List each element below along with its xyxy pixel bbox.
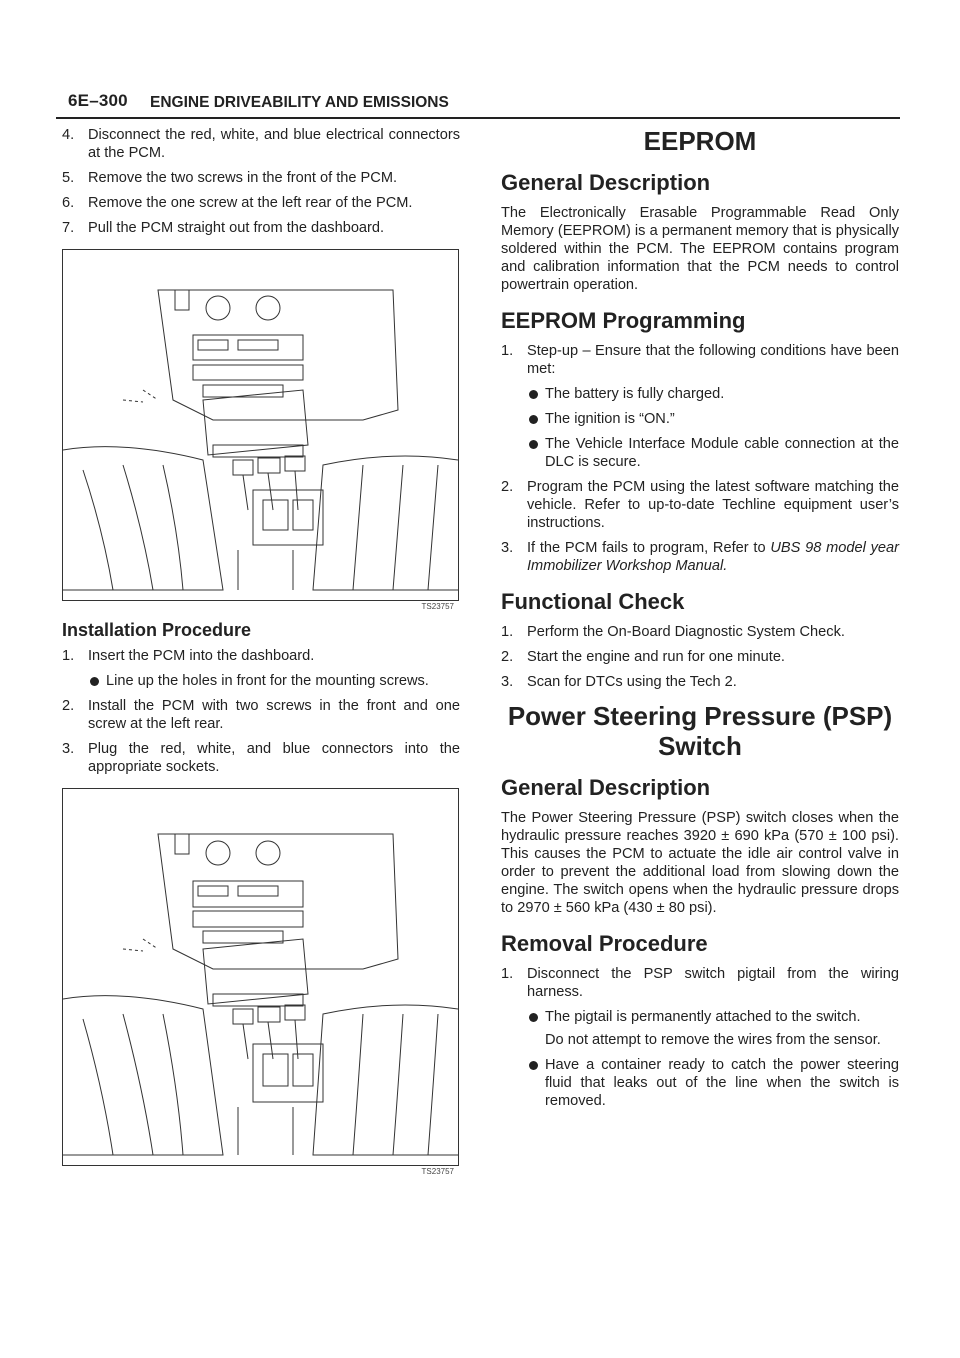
removal-procedure-heading: Removal Procedure [501,931,708,956]
bullet-text: The ignition is “ON.” [545,411,675,427]
step-number: 1. [62,648,75,664]
eeprom-programming-heading: EEPROM Programming [501,308,746,333]
pcm-installation-illustration [62,788,459,1176]
bullet-text: The pigtail is permanently attached to the switch. [545,1009,861,1025]
step-text: Pull the PCM straight out from the dashboard. [88,220,385,236]
programming-bullet [501,410,899,428]
section-title: ENGINE DRIVEABILITY AND EMISSIONS [150,94,449,111]
figure-id: TS23757 [421,1167,454,1176]
step-text: Step-up – Ensure that the following conditions have been met: [527,343,899,377]
step-number: 1. [501,624,514,640]
step-text: If the PCM fails to program, Refer to [527,540,771,556]
functional-step-2 [501,648,899,666]
right-column [501,126,899,1117]
bullet-text: The Vehicle Interface Module cable connection at the DLC is secure. [545,436,899,470]
psp-switch-title: Power Steering Pressure (PSP) Switch [507,701,893,761]
step-text: Start the engine and run for one minute. [527,649,785,665]
bullet-icon [90,677,99,686]
step-text: Scan for DTCs using the Tech 2. [527,674,737,690]
bullet-icon [529,1013,538,1022]
header-rule [56,117,900,119]
manual-reference: UBS 98 model year Immobilizer Workshop Manual. [527,540,899,574]
step-number: 1. [501,966,514,982]
functional-step-3 [501,673,899,691]
programming-step-3 [501,539,899,575]
step-text: Insert the PCM into the dashboard. [88,648,315,664]
programming-bullet [501,435,899,471]
bullet-text: Line up the holes in front for the mounting screws. [106,673,429,689]
step-number: 3. [62,741,75,757]
step-number: 2. [62,698,75,714]
step-number: 4. [62,127,75,143]
install-bullet [62,672,460,690]
page-number: 6E–300 [68,91,128,110]
removal-bullet [501,1008,899,1026]
removal-step-4 [62,126,460,162]
bullet-icon [529,1061,538,1070]
eeprom-general-description-heading: General Description [501,170,711,195]
step-text: Remove the two screws in the front of the PCM. [88,170,398,186]
step-text: Plug the red, white, and blue connectors into the appropriate sockets. [88,741,460,775]
programming-bullet [501,385,899,403]
step-number: 2. [501,649,514,665]
step-number: 3. [501,540,514,556]
step-number: 7. [62,220,75,236]
installation-procedure-heading: Installation Procedure [62,620,252,640]
step-text: Program the PCM using the latest software matching the vehicle. Refer to up-to-date Techline equipment user’s instructions. [527,479,899,531]
install-step-1 [62,647,460,665]
removal-step-6 [62,194,460,212]
left-column [62,126,460,1176]
step-text: Install the PCM with two screws in the front and one screw at the left rear. [88,698,460,732]
step-number: 6. [62,195,75,211]
bullet-icon [529,440,538,449]
psp-removal-step-1 [501,965,899,1001]
pcm-removal-illustration [62,249,459,611]
step-text: Perform the On-Board Diagnostic System Check. [527,624,845,640]
bullet-icon [529,390,538,399]
functional-check-heading: Functional Check [501,589,685,614]
step-number: 3. [501,674,514,690]
removal-bullet [501,1056,899,1110]
removal-step-7 [62,219,460,237]
bullet-icon [529,415,538,424]
bullet-text: Have a container ready to catch the power steering fluid that leaks out of the line when the switch is removed. [545,1057,899,1109]
step-text: Remove the one screw at the left rear of the PCM. [88,195,413,211]
eeprom-description-text: The Electronically Erasable Programmable Read Only Memory (EEPROM) is a permanent memory that is physically soldered within the PCM. The EEPROM contains program and calibration information that the PCM needs to control powertrain operation. [501,205,899,293]
eeprom-title: EEPROM [643,126,757,156]
bullet-text: The battery is fully charged. [545,386,725,402]
functional-step-1 [501,623,899,641]
step-number: 1. [501,343,514,359]
programming-step-1 [501,342,899,378]
psp-description-text: The Power Steering Pressure (PSP) switch closes when the hydraulic pressure reaches 3920 ± 690 kPa (570 ± 100 psi). This causes the PCM to actuate the idle air control valve in order to prevent the additional load from slowing down the engine. The switch opens when the hydraulic pressure drops to 2970 ± 560 kPa (430 ± 80 psi). [501,810,899,916]
step-number: 5. [62,170,75,186]
step-text: Disconnect the red, white, and blue electrical connectors at the PCM. [88,127,460,161]
removal-step-5 [62,169,460,187]
removal-bullet-continuation: Do not attempt to remove the wires from the sensor. [545,1032,881,1048]
psp-general-description-heading: General Description [501,775,711,800]
step-text: Disconnect the PSP switch pigtail from the wiring harness. [527,966,899,1000]
programming-step-2 [501,478,899,532]
figure-id: TS23757 [421,602,454,611]
step-number: 2. [501,479,514,495]
install-step-3 [62,740,460,776]
install-step-2 [62,697,460,733]
